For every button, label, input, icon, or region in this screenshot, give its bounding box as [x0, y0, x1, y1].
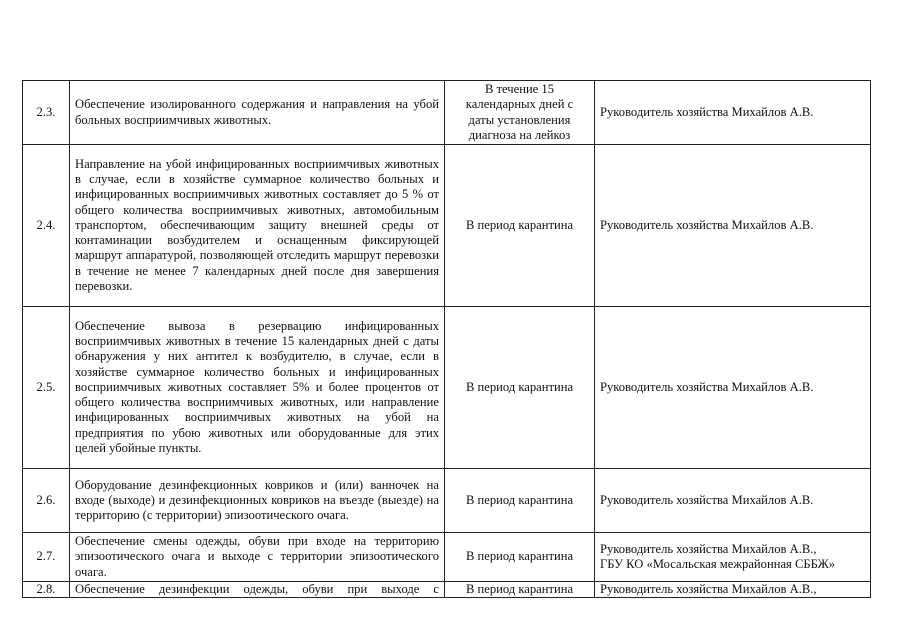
term-line: В период карантина	[465, 492, 574, 507]
term-cell	[445, 81, 595, 145]
table-row	[23, 533, 871, 582]
responsible-cell	[595, 307, 871, 469]
term-line: В период карантина	[465, 379, 574, 394]
term-cell	[445, 582, 595, 598]
responsible-line: Руководитель хозяйства Михайлов А.В.	[600, 217, 814, 232]
responsible-cell	[595, 145, 871, 307]
term-line: диагноза на лейкоз	[468, 127, 571, 142]
table-row	[23, 469, 871, 533]
responsible-line: Руководитель хозяйства Михайлов А.В.,	[600, 541, 817, 556]
row-number: 2.4.	[23, 145, 70, 307]
term-cell	[445, 145, 595, 307]
responsible-cell	[595, 469, 871, 533]
measure-description: Обеспечение смены одежды, обуви при входе на территорию эпизоотического очага и выходе с территории эпизоотического очага.	[70, 533, 445, 582]
measure-description: Обеспечение дезинфекции одежды, обуви при выходе с	[70, 582, 445, 598]
term-line: В период карантина	[465, 549, 574, 564]
responsible-cell	[595, 533, 871, 582]
responsible-line: ГБУ КО «Мосальская межрайонная СББЖ»	[600, 557, 836, 571]
responsible-cell	[595, 582, 871, 598]
table-row	[23, 81, 871, 145]
term-cell	[445, 469, 595, 533]
responsible-line: Руководитель хозяйства Михайлов А.В.,	[600, 582, 817, 596]
measure-description: Направление на убой инфицированных восприимчивых животных в случае, если в хозяйстве суммарное количество больных и инфицированных восприимчивых животных составляет до 5 % от общего количества восприимчивых животных, автомобильным транспортом, обеспечивающим защиту внешней среды от контаминации возбудителем и оснащенным фиксирующей маршрут аппаратурой, позволяющей отследить маршрут перевозки в течение не менее 7 календарных дней после дня завершения перевозки.	[70, 145, 445, 307]
row-number: 2.8.	[23, 582, 70, 598]
term-cell	[445, 533, 595, 582]
measure-description: Обеспечение вывоза в резервацию инфицированных восприимчивых животных в течение 15 календарных дней с даты обнаружения у них антител к возбудителю, в случае, если в хозяйстве суммарное количество больных и инфицированных восприимчивых животных составляет 5% и более процентов от общего количества восприимчивых животных, или направление инфицированных восприимчивых животных на убой на предприятия по убою животных или оборудованные для этих целей убойные пункты.	[70, 307, 445, 469]
measures-table	[22, 80, 871, 598]
measure-description: Оборудование дезинфекционных ковриков и (или) ванночек на входе (выходе) и дезинфекционных ковриков на въезде (выезде) на территорию (с территории) эпизоотического очага.	[70, 469, 445, 533]
term-line: В период карантина	[465, 217, 574, 232]
table-row	[23, 307, 871, 469]
term-line: В течение 15	[484, 81, 555, 96]
term-line: даты установления	[468, 112, 571, 127]
term-cell	[445, 307, 595, 469]
row-number: 2.7.	[23, 533, 70, 582]
table-row	[23, 582, 871, 598]
table-row	[23, 145, 871, 307]
responsible-cell	[595, 81, 871, 145]
responsible-line: Руководитель хозяйства Михайлов А.В.	[600, 492, 814, 507]
responsible-line: Руководитель хозяйства Михайлов А.В.	[600, 379, 814, 394]
measure-description: Обеспечение изолированного содержания и направления на убой больных восприимчивых животных.	[70, 81, 445, 145]
term-line: календарных дней с	[465, 97, 574, 112]
row-number: 2.3.	[23, 81, 70, 145]
term-line: В период карантина	[465, 582, 574, 596]
row-number: 2.5.	[23, 307, 70, 469]
responsible-line: Руководитель хозяйства Михайлов А.В.	[600, 104, 814, 119]
row-number: 2.6.	[23, 469, 70, 533]
